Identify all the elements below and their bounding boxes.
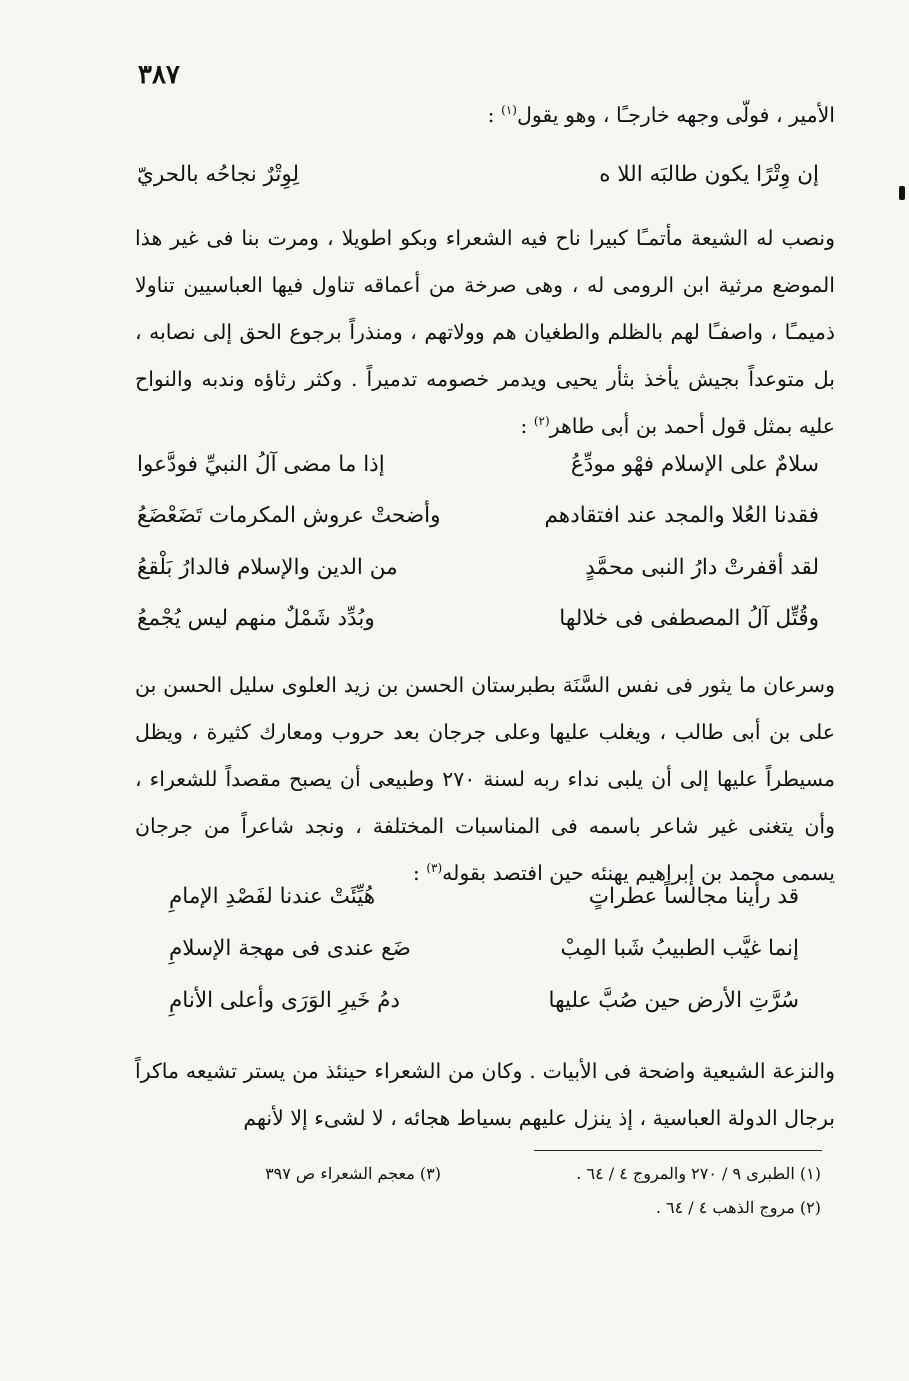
footnote-1: (١) الطبرى ٩ / ٢٧٠ والمروج ٤ / ٦٤ . bbox=[576, 1164, 821, 1183]
paragraph-3-text: والنزعة الشيعية واضحة فى الأبيات . وكان من الشعراء حينئذ من يستر تشيعه ماكراً برجال الدولة العباسية ، إذ ينزل عليهم بسياط هجائه ، لا لشىء إلا لأنهم bbox=[135, 1059, 835, 1130]
intro-colon: : bbox=[487, 103, 502, 127]
footnote-2: (٢) مروج الذهب ٤ / ٦٤ . bbox=[655, 1198, 821, 1217]
paragraph-1 bbox=[135, 215, 835, 450]
verse-first-hemistich: قد رأينا مجالساً عطراتٍ bbox=[588, 884, 799, 909]
verse-line bbox=[137, 606, 819, 631]
intro-line bbox=[135, 92, 835, 139]
verse-second-hemistich: وأضحتْ عروش المكرمات تَضَعْضَعُ bbox=[137, 503, 441, 528]
verse-first-hemistich: وقُتِّل آلُ المصطفى فى خلالها bbox=[559, 606, 819, 631]
paragraph-2-colon: : bbox=[412, 861, 427, 885]
intro-text: الأمير ، فولّى وجهه خارجـًا ، وهو يقول bbox=[516, 103, 835, 127]
margin-mark bbox=[899, 186, 905, 200]
paragraph-1-colon: : bbox=[520, 414, 534, 438]
verse-line bbox=[137, 555, 819, 580]
verse-second-hemistich: ضَع عندى فى مهجة الإسلامِ bbox=[169, 936, 411, 961]
verse-first-hemistich: سلامٌ على الإسلام فهْو مودِّعُ bbox=[570, 452, 819, 477]
footnote-ref-1: (١) bbox=[501, 103, 517, 118]
verse-line bbox=[137, 503, 819, 528]
verse-second-hemistich: إذا ما مضى آلُ النبيِّ فودَّعوا bbox=[137, 452, 385, 477]
paragraph-1-text: ونصب له الشيعة مأتمـًا كبيرا ناح فيه الشعراء وبكو اطويلا ، ومرت بنا فى غير هذا الموضع مرثية ابن الرومى له ، وهى صرخة من أعماقه تناول فيها العباسيين تناولا ذميمـًا ، واصفـًا لهم بالظلم والطغيان هم وولاتهم ، ومنذراً برجوع الحق إلى نصابه ، بل متوعداً بجيش يأخذ بثأر يحيى ويدمر خصومه تدميراً . وكثر رثاؤه وندبه والنواح عليه بمثل قول أحمد بن أبى طاهر bbox=[135, 226, 835, 438]
verse-first-hemistich: سُرَّتِ الأرض حين صُبَّ عليها bbox=[548, 988, 799, 1013]
footnote-ref-2: (٢) bbox=[533, 414, 550, 429]
verse-line bbox=[137, 162, 819, 187]
verse-line bbox=[137, 452, 819, 477]
verse-first-hemistich: إن وِتْرًا يكون طالبَه اللا ه bbox=[599, 162, 819, 187]
verse-first-hemistich: فقدنا العُلا والمجد عند افتقادهم bbox=[544, 503, 819, 528]
footnote-3: (٣) معجم الشعراء ص ٣٩٧ bbox=[265, 1164, 441, 1183]
verse-second-hemistich: هُيِّئَتْ عندنا لفَصْدِ الإمامِ bbox=[169, 884, 376, 909]
footnote-ref-3: (٣) bbox=[426, 861, 443, 876]
paragraph-3 bbox=[135, 1048, 835, 1142]
verse-second-hemistich: وبُدِّد شَمْلٌ منهم ليس يُجْمعُ bbox=[137, 606, 375, 631]
verse-line bbox=[169, 884, 799, 909]
verse-second-hemistich: لِوِتْرٌ نجاحُه بالحريّ bbox=[137, 162, 300, 187]
verse-second-hemistich: من الدين والإسلام فالدارُ بَلْقعُ bbox=[137, 555, 398, 580]
verse-line bbox=[169, 936, 799, 961]
page-number: ٣٨٧ bbox=[138, 60, 180, 90]
verse-second-hemistich: دمُ خَيرِ الوَرَى وأعلى الأنامِ bbox=[169, 988, 401, 1013]
verse-line bbox=[169, 988, 799, 1013]
verse-first-hemistich: إنما غيَّب الطبيبُ شَبا المِبْ bbox=[560, 936, 799, 961]
paragraph-2 bbox=[135, 662, 835, 897]
verse-first-hemistich: لقد أقفرتْ دارُ النبى محمَّدٍ bbox=[585, 555, 819, 580]
footnote-divider bbox=[534, 1150, 822, 1151]
paragraph-2-text: وسرعان ما يثور فى نفس السَّنَة بطبرستان الحسن بن زيد العلوى سليل الحسن بن على بن أبى طالب ، ويغلب عليها وعلى جرجان بعد حروب ومعارك كثيرة ، ويظل مسيطراً عليها إلى أن يلبى نداء ربه لسنة ٢٧٠ وطبيعى أن يصبح مقصداً للشعراء ، وأن يتغنى غير شاعر باسمه فى المناسبات المختلفة ، ونجد شاعراً من جرجان يسمى محمد بن إبراهيم يهنئه حين افتصد بقوله bbox=[135, 673, 836, 885]
